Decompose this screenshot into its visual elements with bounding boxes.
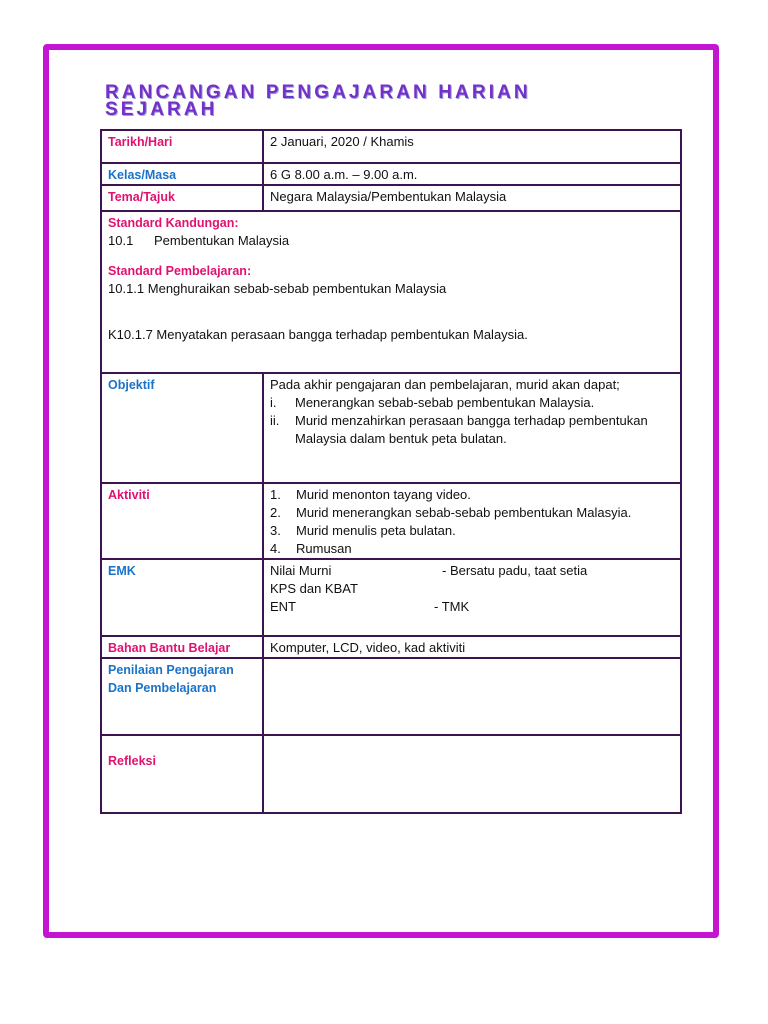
row-penilaian (101, 658, 681, 735)
aktiviti-item-text: Murid menulis peta bulatan. (296, 523, 456, 538)
standard-kandungan-label: Standard Kandungan: (108, 216, 239, 230)
value-tema: Negara Malaysia/Pembentukan Malaysia (263, 185, 681, 211)
standard-pembelajaran-label: Standard Pembelajaran: (108, 264, 252, 278)
row-kelas (101, 163, 681, 185)
penilaian-label-line-1: Penilaian Pengajaran (108, 663, 234, 677)
label-refleksi: Refleksi (101, 735, 263, 813)
emk-nilai-key: Nilai Murni (270, 563, 332, 578)
aktiviti-item (270, 504, 674, 522)
title-line-1: RANCANGAN PENGAJARAN HARIAN (105, 82, 531, 103)
emk-line-nilai (270, 562, 674, 580)
aktiviti-item (270, 522, 674, 540)
row-standard (101, 211, 681, 373)
row-tarikh (101, 130, 681, 163)
row-bahan (101, 636, 681, 658)
emk-ent-value: - TMK (434, 599, 470, 614)
standard-kandungan-line (108, 232, 674, 250)
value-bahan: Komputer, LCD, video, kad aktiviti (263, 636, 681, 658)
row-refleksi (101, 735, 681, 813)
objektif-item-text: Murid menzahirkan perasaan bangga terhadap pembentukan Malaysia dalam bentuk peta bulatan. (295, 413, 648, 446)
value-aktiviti (263, 483, 681, 559)
objektif-item-num: ii. (270, 413, 280, 428)
emk-ent-key: ENT (270, 599, 296, 614)
aktiviti-item-text: Murid menerangkan sebab-sebab pembentukan Malasyia. (296, 505, 632, 520)
aktiviti-item-num: 2. (270, 505, 281, 520)
emk-nilai-value: - Bersatu padu, taat setia (442, 563, 588, 578)
value-tarikh: 2 Januari, 2020 / Khamis (263, 130, 681, 163)
label-aktiviti: Aktiviti (101, 483, 263, 559)
emk-line-ent (270, 598, 674, 616)
row-emk (101, 559, 681, 636)
objektif-item-num: i. (270, 395, 277, 410)
pembelajaran-item-1: 10.1.1 Menghuraikan sebab-sebab pembentukan Malaysia (108, 281, 447, 296)
row-tema (101, 185, 681, 211)
penilaian-label-line-2: Dan Pembelajaran (108, 681, 217, 695)
document-title (105, 84, 531, 118)
lesson-plan-table (100, 129, 682, 814)
row-aktiviti (101, 483, 681, 559)
label-bahan: Bahan Bantu Belajar (101, 636, 263, 658)
aktiviti-item-num: 4. (270, 541, 281, 556)
emk-line-kps: KPS dan KBAT (270, 581, 358, 596)
objektif-item-text: Menerangkan sebab-sebab pembentukan Malaysia. (295, 395, 595, 410)
aktiviti-item-num: 1. (270, 487, 281, 502)
label-penilaian (101, 658, 263, 735)
value-objektif (263, 373, 681, 483)
value-kelas: 6 G 8.00 a.m. – 9.00 a.m. (263, 163, 681, 185)
objektif-item (270, 412, 674, 448)
label-tarikh: Tarikh/Hari (101, 130, 263, 163)
objektif-intro: Pada akhir pengajaran dan pembelajaran, murid akan dapat; (270, 377, 620, 392)
value-emk (263, 559, 681, 636)
objektif-item (270, 394, 674, 412)
aktiviti-item-text: Murid menonton tayang video. (296, 487, 471, 502)
pembelajaran-item-2: K10.1.7 Menyatakan perasaan bangga terhadap pembentukan Malaysia. (108, 327, 528, 342)
value-refleksi (263, 735, 681, 813)
cell-standard (101, 211, 681, 373)
aktiviti-item (270, 486, 674, 504)
kandungan-text: Pembentukan Malaysia (154, 233, 290, 248)
value-penilaian (263, 658, 681, 735)
aktiviti-item-num: 3. (270, 523, 281, 538)
label-emk: EMK (101, 559, 263, 636)
label-kelas: Kelas/Masa (101, 163, 263, 185)
row-objektif (101, 373, 681, 483)
title-line-2: SEJARAH (105, 99, 218, 120)
aktiviti-item (270, 540, 674, 558)
kandungan-code: 10.1 (108, 233, 134, 248)
label-tema: Tema/Tajuk (101, 185, 263, 211)
label-objektif: Objektif (101, 373, 263, 483)
aktiviti-item-text: Rumusan (296, 541, 352, 556)
